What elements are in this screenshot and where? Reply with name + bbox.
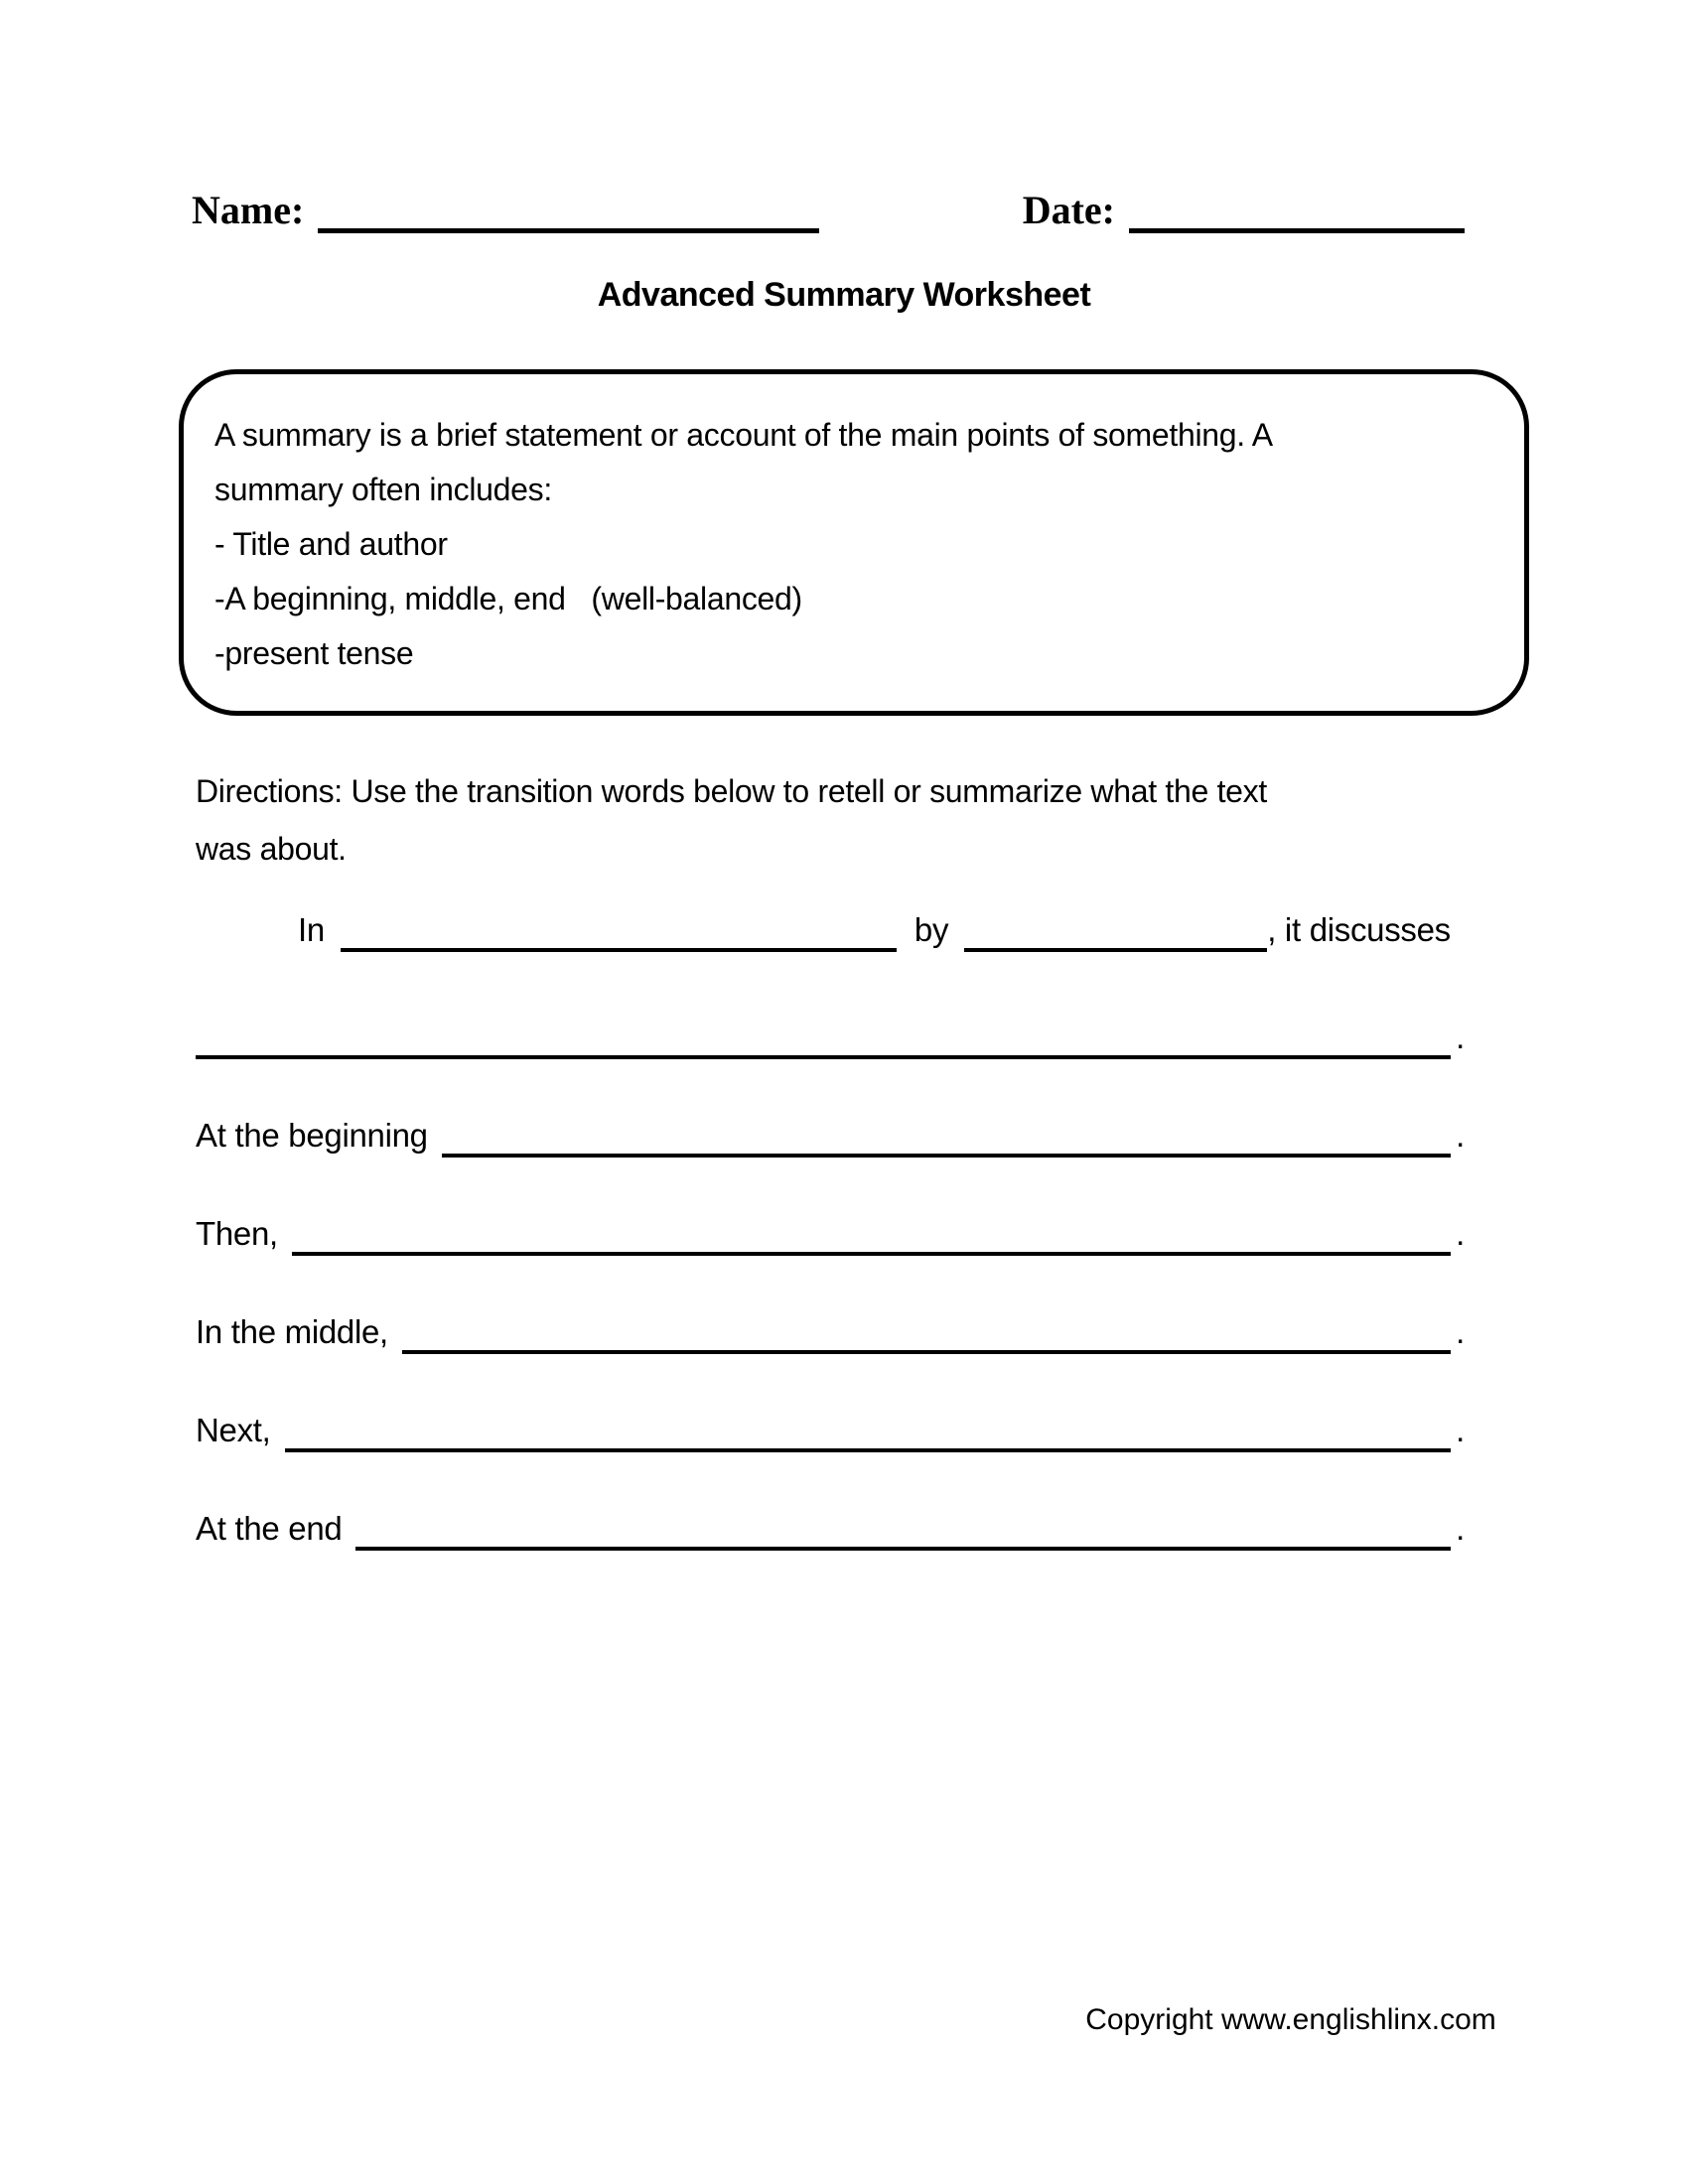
- date-input-line[interactable]: [1129, 188, 1465, 233]
- page-title: Advanced Summary Worksheet: [597, 276, 1091, 314]
- prompt-label: Then,: [196, 1215, 278, 1252]
- date-field-group: [1023, 187, 1465, 233]
- definition-line: summary often includes:: [214, 472, 552, 507]
- end-period: .: [1456, 1117, 1465, 1154]
- date-label: Date:: [1022, 188, 1115, 232]
- directions-line: was about.: [196, 831, 347, 867]
- end-period: .: [1456, 1412, 1465, 1448]
- continuation-row: [196, 1016, 1465, 1059]
- in-label: In: [298, 911, 325, 948]
- name-input-line[interactable]: [318, 188, 819, 233]
- copyright-text: Copyright www.englishlinx.com: [1085, 2003, 1496, 2036]
- prompt-blank-line[interactable]: [355, 1539, 1451, 1551]
- definition-line: A summary is a brief statement or account of the main points of something. A: [214, 417, 1273, 453]
- it-discusses-label: , it discusses: [1267, 911, 1451, 948]
- prompt-row-then: [196, 1212, 1465, 1256]
- end-period: .: [1456, 1313, 1465, 1350]
- by-label: by: [914, 911, 949, 948]
- bullet-present-tense: -present tense: [214, 635, 414, 671]
- continuation-blank-line[interactable]: [196, 1047, 1451, 1059]
- prompt-label: At the beginning: [196, 1117, 428, 1154]
- end-period: .: [1456, 1510, 1465, 1547]
- prompt-blank-line[interactable]: [402, 1342, 1451, 1354]
- prompt-label: In the middle,: [196, 1313, 388, 1350]
- end-period: .: [1456, 1019, 1465, 1055]
- prompt-blank-line[interactable]: [442, 1146, 1451, 1158]
- prompt-label: At the end: [196, 1510, 343, 1547]
- starter-sentence-row: [196, 908, 1465, 952]
- prompt-row-at-the-end: [196, 1507, 1465, 1551]
- directions-text: [196, 762, 1486, 878]
- prompt-blank-line[interactable]: [292, 1244, 1451, 1256]
- directions-line: Directions: Use the transition words below to retell or summarize what the text: [196, 773, 1267, 809]
- prompt-row-at-the-beginning: [196, 1114, 1465, 1158]
- author-blank-line[interactable]: [964, 940, 1267, 952]
- end-period: .: [1456, 1215, 1465, 1252]
- bullet-beginning-middle-end: -A beginning, middle, end (well-balanced): [214, 581, 802, 616]
- summary-definition-box: [179, 369, 1529, 716]
- bullet-title-author: - Title and author: [214, 526, 448, 562]
- header: [192, 187, 1465, 233]
- fill-in-section: [196, 908, 1465, 1551]
- prompt-blank-line[interactable]: [285, 1440, 1452, 1452]
- title-blank-line[interactable]: [341, 940, 897, 952]
- prompt-row-next: [196, 1409, 1465, 1452]
- name-field-group: [192, 187, 819, 233]
- name-label: Name:: [192, 188, 305, 232]
- prompt-label: Next,: [196, 1412, 271, 1448]
- prompt-row-in-the-middle: [196, 1310, 1465, 1354]
